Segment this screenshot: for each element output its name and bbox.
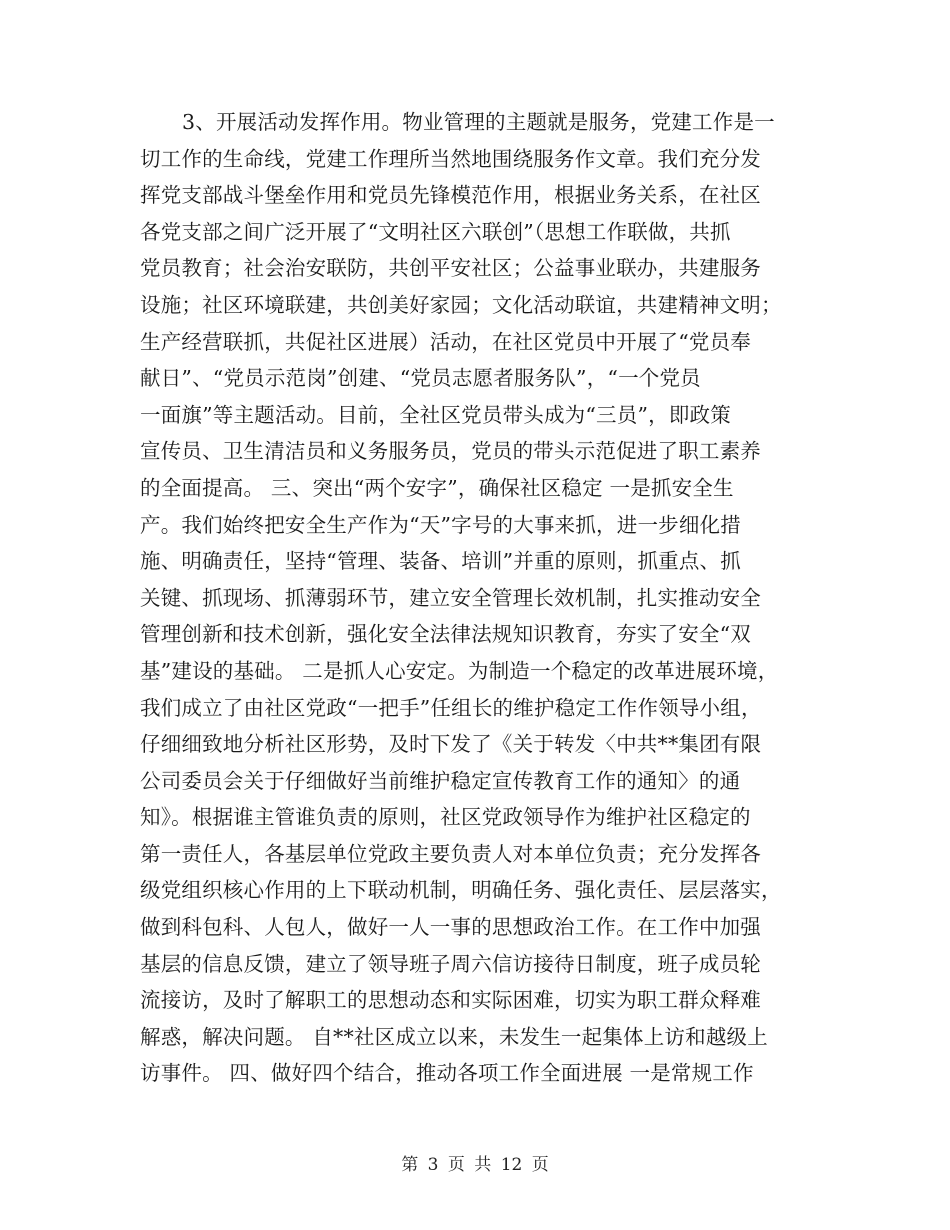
text-line: 知》。根据谁主管谁负责的原则，社区党政领导作为维护社区稳定的: [140, 805, 751, 830]
text-line: 基层的信息反馈，建立了领导班子周六信访接待日制度，班子成员轮: [140, 951, 761, 976]
text-line: 做到科包科、人包人，做好一人一事的思想政治工作。在工作中加强: [140, 915, 761, 940]
text-line: 级党组织核心作用的上下联动机制，明确任务、强化责任、层层落实，: [140, 878, 782, 903]
text-line: 第一责任人，各基层单位党政主要负责人对本单位负责；充分发挥各: [140, 841, 761, 866]
text-line: 解惑，解决问题。 自**社区成立以来，未发生一起集体上访和越级上: [140, 1024, 768, 1049]
text-line: 访事件。 四、做好四个结合，推动各项工作全面进展 一是常规工作: [140, 1061, 754, 1086]
text-line: 我们成立了由社区党政“一把手”任组长的维护稳定工作作领导小组，: [140, 695, 762, 720]
text-line: 流接访，及时了解职工的思想动态和实际困难，切实为职工群众释难: [140, 988, 761, 1013]
text-line: 关键、抓现场、抓薄弱环节，建立安全管理长效机制，扎实推动安全: [140, 585, 761, 610]
text-line: 仔细细致地分析社区形势，及时下发了《关于转发〈中共**集团有限: [140, 732, 762, 757]
text-line: 的全面提高。 三、突出“两个安字”，确保社区稳定 一是抓安全生: [140, 475, 734, 500]
text-line: 管理创新和技术创新，强化安全法律法规知识教育，夯实了安全“双: [140, 622, 751, 647]
text-line: 一面旗”等主题活动。目前，全社区党员带头成为“三员”，即政策: [140, 402, 731, 427]
text-line: 献日”、“党员示范岗”创建、“党员志愿者服务队”，“一个党员: [140, 366, 701, 391]
text-line: 宣传员、卫生清洁员和义务服务员，党员的带头示范促进了职工素养: [140, 439, 761, 464]
text-line: 公司委员会关于仔细做好当前维护稳定宣传教育工作的通知〉的通: [140, 768, 741, 793]
text-line: 切工作的生命线，党建工作理所当然地围绕服务作文章。我们充分发: [140, 146, 761, 171]
text-line: 产。我们始终把安全生产作为“天”字号的大事来抓，进一步细化措: [140, 512, 741, 537]
document-body: [140, 104, 830, 1092]
text-line: 施、明确责任，坚持“管理、装备、培训”并重的原则，抓重点、抓: [140, 549, 741, 574]
text-line: 3、开展活动发挥作用。物业管理的主题就是服务，党建工作是一: [182, 110, 775, 134]
text-line: 各党支部之间广泛开展了“文明社区六联创”（思想工作联做，共抓: [140, 219, 731, 244]
text-line: 生产经营联抓，共促社区进展）活动，在社区党员中开展了“党员奉: [140, 329, 751, 354]
text-line: 设施；社区环境联建，共创美好家园；文化活动联谊，共建精神文明；: [140, 292, 782, 317]
page-footer: 第 3 页 共 12 页: [401, 1155, 549, 1175]
text-line: 基”建设的基础。 二是抓人心安定。为制造一个稳定的改革进展环境，: [140, 658, 779, 683]
text-line: 党员教育；社会治安联防，共创平安社区；公益事业联办，共建服务: [140, 256, 761, 281]
text-line: 挥党支部战斗堡垒作用和党员先锋模范作用，根据业务关系，在社区: [140, 183, 761, 208]
